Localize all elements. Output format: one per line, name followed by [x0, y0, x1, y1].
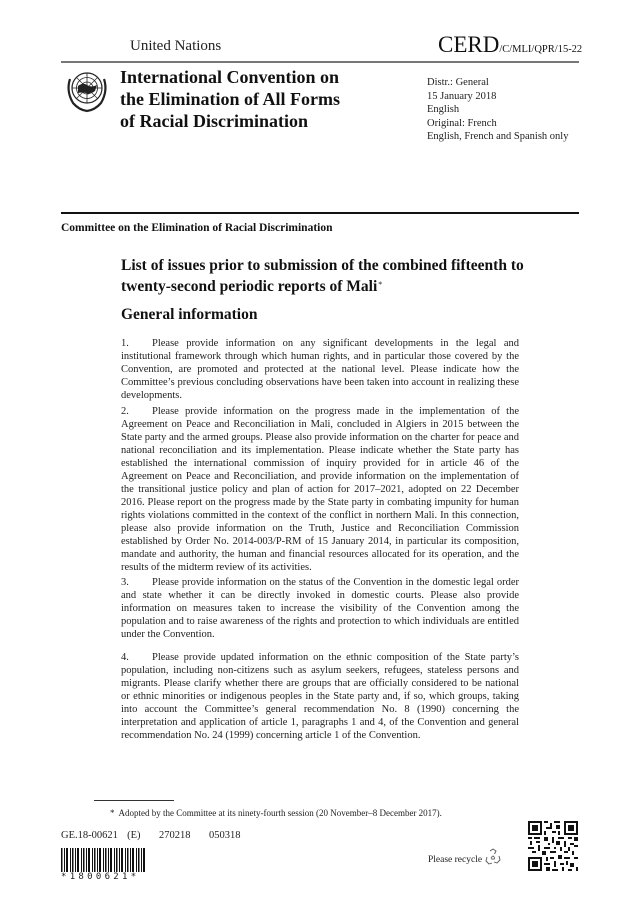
paragraph-text: Please provide information on the status of the Convention in the domestic legal order and state whether it can be directly invoked in domestic courts. Please also provide information on measures taken to increase the visibility of the Convention among the population and to raise awareness of the rights and protection to which individuals are entitled under the Convention.: [121, 577, 519, 640]
committee-divider: [61, 212, 579, 214]
paragraph-number: 3.: [121, 577, 129, 588]
symbol-suffix: /C/MLI/QPR/15-22: [499, 44, 583, 55]
paragraph-number: 4.: [121, 652, 129, 663]
barcode-number: *1800621*: [61, 872, 140, 882]
convention-title-line: International Convention on: [120, 67, 340, 87]
document-title-line: List of issues prior to submission of the combined fifteenth to: [121, 257, 524, 274]
distribution-line: Distr.: General: [427, 77, 489, 88]
paragraph-text: Please provide information on the progress made in the implementation of the Agreement on Peace and Reconciliation in Mali, concluded in Algiers in 2015 between the State party and the armed groups. Please also provide information on the charter for peace and national reconciliation and its implementation. Please indicate whether the State party has established the international commission of inquiry provided for in article 46 of the Agreement on Peace and Reconciliation, and provide information on the implementation of the transitional justice policy and plan of action for 2017–2021, adopted on 22 December 2016. Please report on the progress made by the State party in combating impunity for human rights violations committed in the context of the conflict in northern Mali. In this connection, please also provide information on the Truth, Justice and Reconciliation Commission established by Order No. 2014-003/P-RM of 15 January 2014, in particular its composition, mandate and authority, the human and financial resources allocated for its operation, and the results of the midterm review of its activities.: [121, 406, 519, 573]
qr-code-icon: [528, 820, 578, 872]
footnote-divider: [94, 800, 174, 801]
title-footnote-link[interactable]: *: [378, 280, 383, 289]
paragraph-text: Please provide information on any significant developments in the legal and institutional framework through which human rights, and in particular those covered by the Convention, are promoted and protected at the national level. Please indicate how the Committee’s previous concluding observations have been taken into account in realizing these developments.: [121, 338, 519, 401]
document-symbol: [438, 32, 582, 58]
svg-text:♻: ♻: [490, 855, 496, 862]
job-number: GE.18-00621 (E) 270218 050318: [61, 830, 241, 841]
convention-title-line: the Elimination of All Forms: [120, 89, 340, 109]
distribution-original: Original: French: [427, 117, 497, 129]
convention-title-line: of Racial Discrimination: [120, 111, 308, 131]
distribution-language: English: [427, 104, 460, 115]
distribution-date: 15 January 2018: [427, 90, 497, 102]
document-title-line: [121, 275, 591, 296]
distribution-info: [427, 76, 568, 144]
symbol-main: CERD: [438, 32, 500, 57]
footnote: [110, 808, 442, 818]
distribution-languages: English, French and Spanish only: [427, 131, 569, 142]
section-heading: General information: [121, 306, 258, 323]
paragraph-number: 2.: [121, 406, 129, 417]
recycle-icon: [483, 847, 503, 867]
un-emblem-icon: [64, 67, 110, 113]
document-title: [121, 256, 591, 296]
paragraph-4: [121, 651, 519, 742]
committee-name: Committee on the Elimination of Racial Discrimination: [61, 222, 333, 234]
recycle-label: Please recycle: [428, 855, 483, 865]
paragraph-2: [121, 405, 519, 574]
document-title-text: twenty-second periodic reports of Mali: [121, 278, 378, 295]
footnote-text: Adopted by the Committee at its ninety-fourth session (20 November–8 December 2017).: [118, 808, 442, 818]
organization-name: United Nations: [130, 38, 222, 54]
barcode-icon: [61, 848, 147, 872]
paragraph-3: [121, 576, 519, 641]
paragraph-text: Please provide updated information on the ethnic composition of the State party’s population, including non-citizens such as asylum seekers, refugees, stateless persons and migrants. Please clarify whether there are groups that are officially considered to be national or ethnic minorities or indigenous peoples in the State party and, if so, which groups, taking into account the Committee’s general recommendation No. 8 (1990) concerning the interpretation and application of article 1, paragraphs 1 and 4, of the Convention and general recommendation No. 24 (1999) concerning article 1 of the Convention.: [121, 652, 519, 741]
convention-title: [120, 66, 340, 132]
paragraph-number: 1.: [121, 338, 129, 349]
paragraph-1: [121, 337, 519, 402]
header-divider: [61, 61, 579, 63]
footnote-mark: *: [110, 808, 115, 818]
